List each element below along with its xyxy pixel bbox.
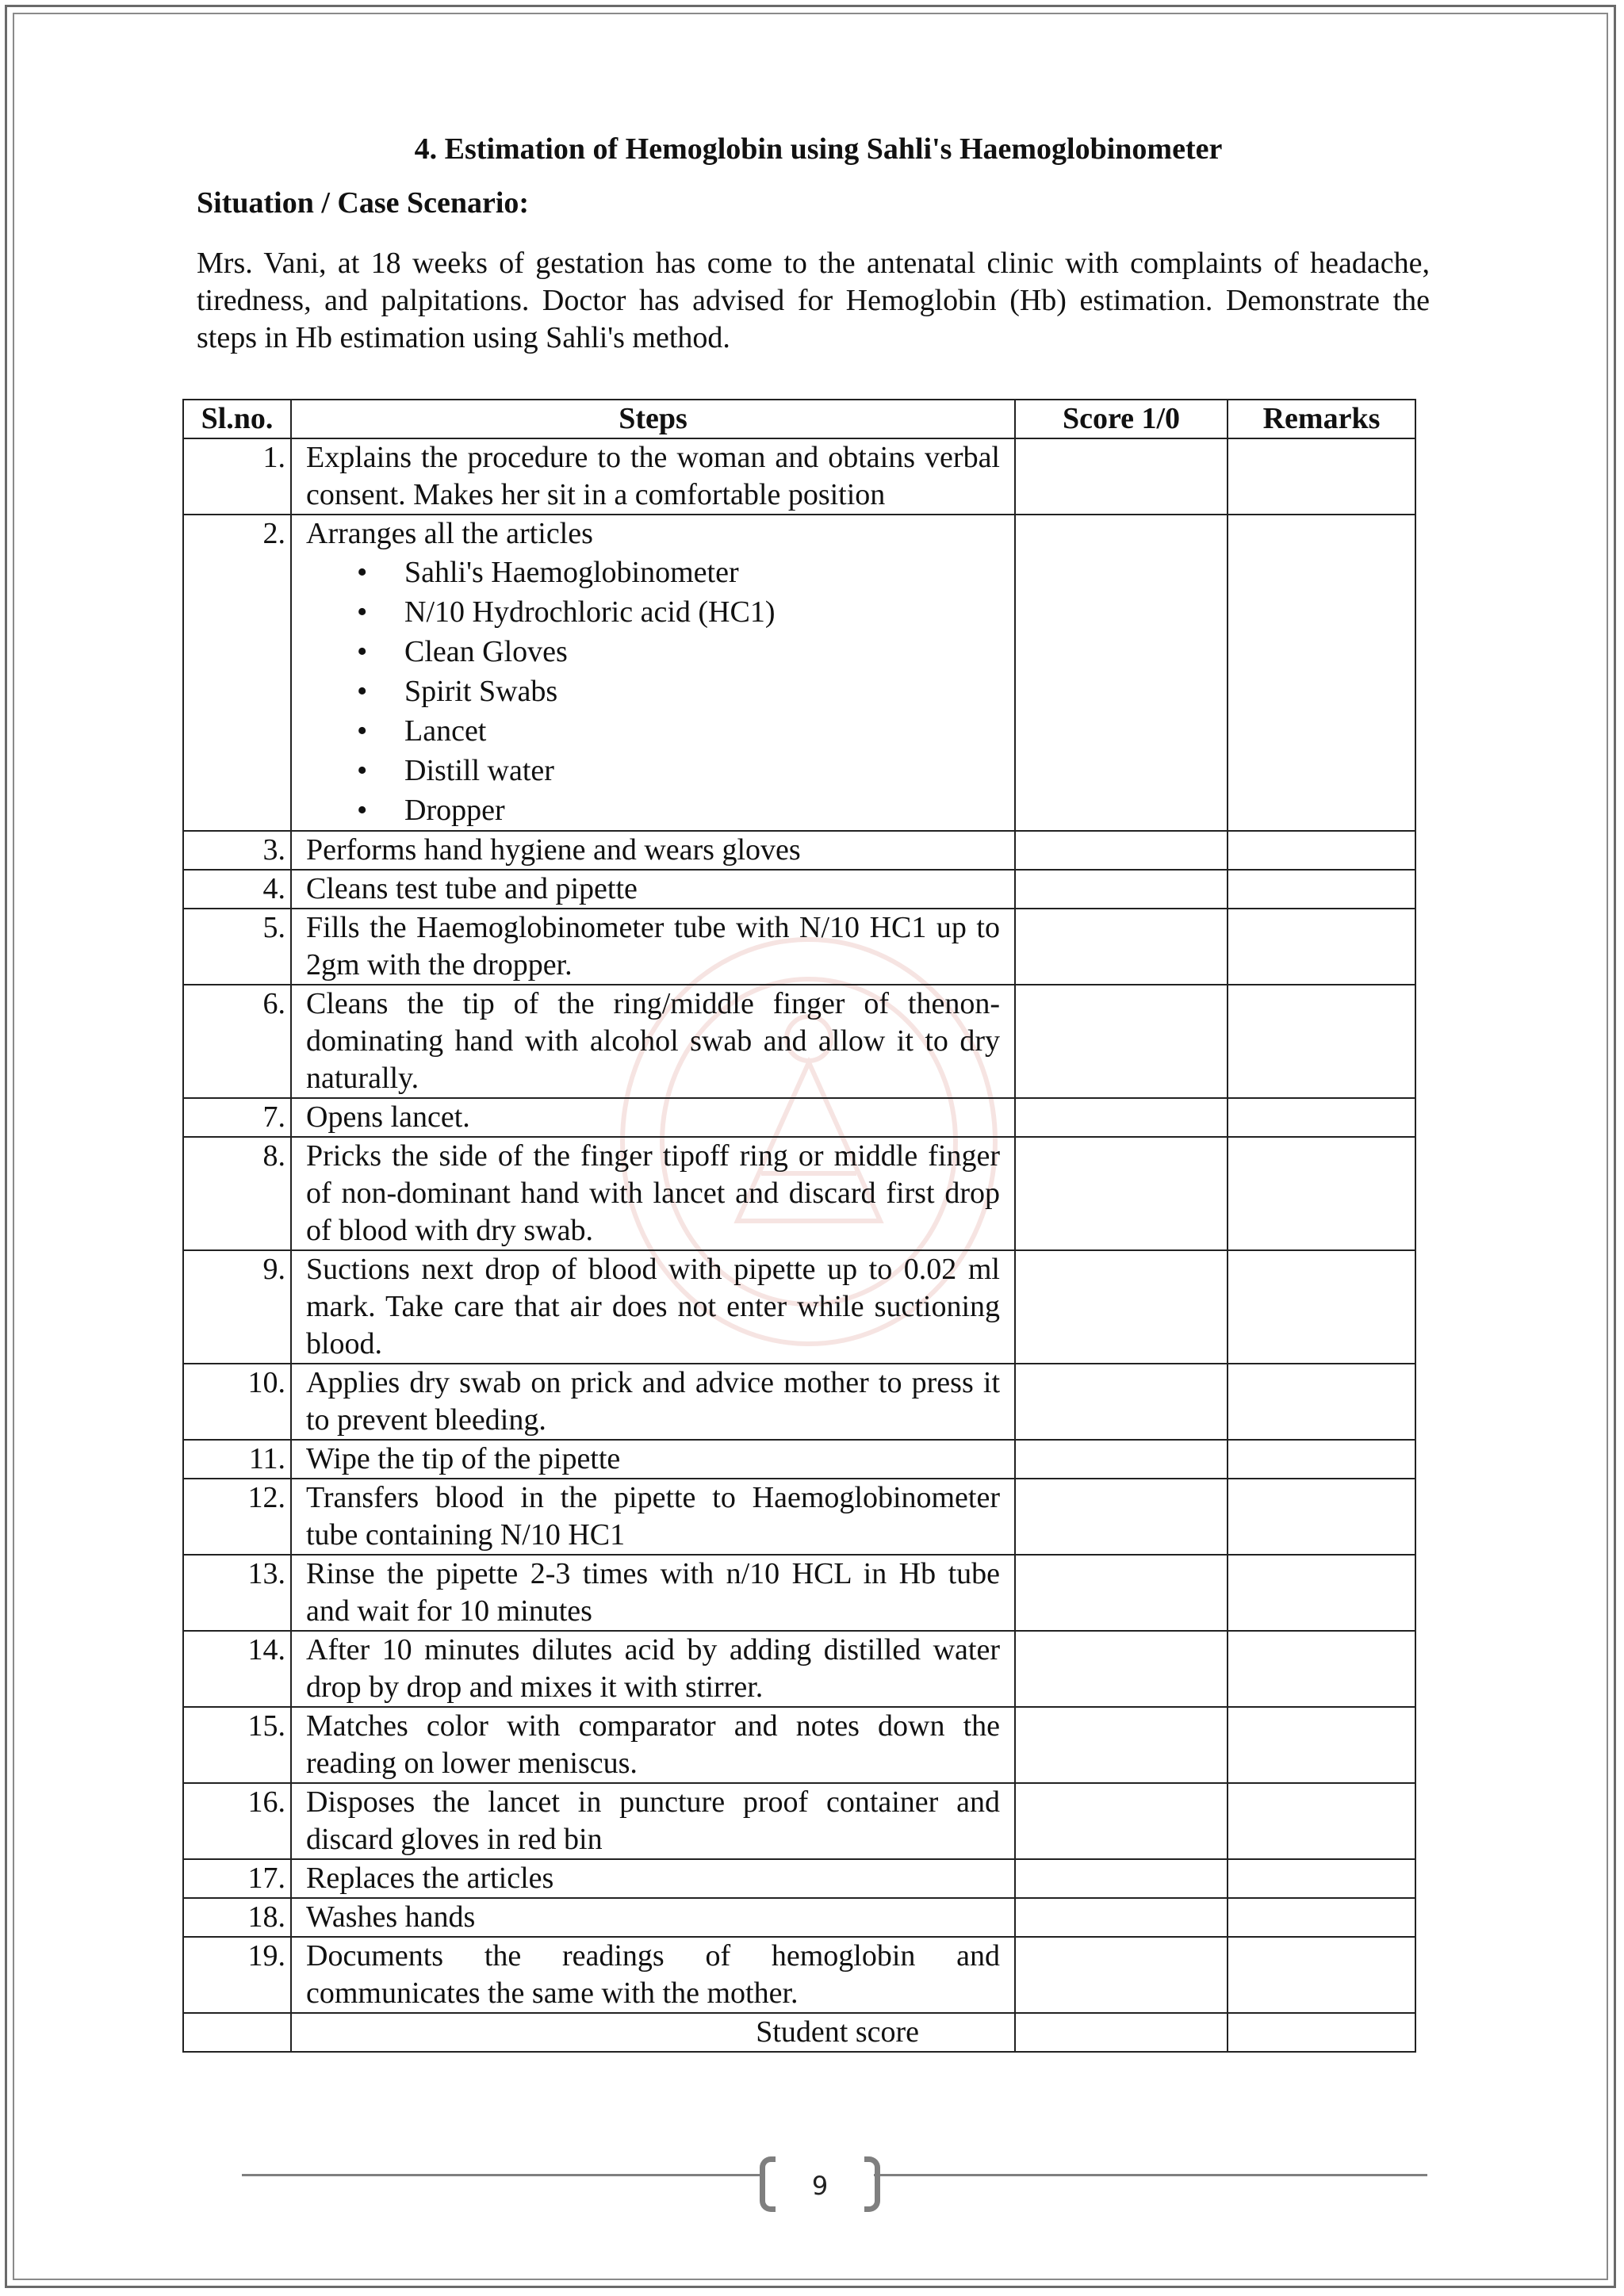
header-sl-no: Sl.no. [183, 400, 291, 438]
remarks-cell[interactable] [1228, 909, 1415, 985]
page-number-bracket-left [760, 2156, 776, 2212]
total-row [183, 2013, 1415, 2052]
remarks-cell[interactable] [1228, 1631, 1415, 1707]
header-steps: Steps [291, 400, 1015, 438]
table-row [183, 1631, 1415, 1707]
table-row [183, 1137, 1415, 1250]
table-row [183, 1479, 1415, 1555]
score-cell[interactable] [1015, 1250, 1228, 1364]
student-score-label: Student score [291, 2013, 1015, 2052]
row-step-text: Cleans the tip of the ring/middle finger of thenon-dominating hand with alcohol swab and allow it to dry naturally. [291, 985, 1015, 1098]
score-cell[interactable] [1015, 1707, 1228, 1783]
score-cell[interactable] [1015, 985, 1228, 1098]
table-row [183, 1859, 1415, 1898]
row-step-text: Explains the procedure to the woman and obtains verbal consent. Makes her sit in a comfortable position [291, 438, 1015, 515]
row-number: 19. [183, 1937, 291, 2013]
row-step-text: Fills the Haemoglobinometer tube with N/10 HC1 up to 2gm with the dropper. [291, 909, 1015, 985]
section-heading: Situation / Case Scenario: [197, 186, 530, 220]
row-step-text: Wipe the tip of the pipette [291, 1440, 1015, 1479]
row-step-text: Replaces the articles [291, 1859, 1015, 1898]
row-step-text: Rinse the pipette 2-3 times with n/10 HCL in Hb tube and wait for 10 minutes [291, 1555, 1015, 1631]
row-number: 4. [183, 870, 291, 909]
remarks-cell[interactable] [1228, 1937, 1415, 2013]
row-number: 15. [183, 1707, 291, 1783]
table-row [183, 1898, 1415, 1937]
list-item: • Sahli's Haemoglobinometer [404, 553, 1000, 592]
score-cell[interactable] [1015, 1937, 1228, 2013]
row-number: 11. [183, 1440, 291, 1479]
total-row-number-cell [183, 2013, 291, 2052]
remarks-cell[interactable] [1228, 1707, 1415, 1783]
score-cell[interactable] [1015, 1783, 1228, 1859]
row-number: 6. [183, 985, 291, 1098]
row-step-text: Documents the readings of hemoglobin and communicates the same with the mother. [291, 1937, 1015, 2013]
footer-rule-right [874, 2174, 1427, 2176]
row-step-text: Cleans test tube and pipette [291, 870, 1015, 909]
score-cell[interactable] [1015, 1555, 1228, 1631]
table-row [183, 1783, 1415, 1859]
score-cell[interactable] [1015, 1137, 1228, 1250]
remarks-cell[interactable] [1228, 515, 1415, 831]
row-number: 9. [183, 1250, 291, 1364]
articles-list [306, 553, 1000, 830]
row-number: 7. [183, 1098, 291, 1137]
list-item: • Spirit Swabs [404, 672, 1000, 711]
row-number: 2. [183, 515, 291, 831]
page-number: 9 [811, 2171, 829, 2201]
page-title: 4. Estimation of Hemoglobin using Sahli's Haemoglobinometer [414, 132, 1223, 166]
footer-rule-left [242, 2174, 761, 2176]
table-header-row [183, 400, 1415, 438]
score-cell[interactable] [1015, 1364, 1228, 1440]
table-row [183, 1555, 1415, 1631]
table-row [183, 1440, 1415, 1479]
student-remarks-cell[interactable] [1228, 2013, 1415, 2052]
score-cell[interactable] [1015, 1479, 1228, 1555]
remarks-cell[interactable] [1228, 1098, 1415, 1137]
score-cell[interactable] [1015, 1440, 1228, 1479]
row-number: 17. [183, 1859, 291, 1898]
list-item: • Clean Gloves [404, 632, 1000, 672]
score-cell[interactable] [1015, 1631, 1228, 1707]
row-number: 16. [183, 1783, 291, 1859]
row-number: 14. [183, 1631, 291, 1707]
table-row [183, 1098, 1415, 1137]
remarks-cell[interactable] [1228, 831, 1415, 870]
row-number: 13. [183, 1555, 291, 1631]
row-number: 3. [183, 831, 291, 870]
table-row [183, 831, 1415, 870]
remarks-cell[interactable] [1228, 1250, 1415, 1364]
row-number: 1. [183, 438, 291, 515]
list-item: • Dropper [404, 790, 1000, 830]
score-cell[interactable] [1015, 1859, 1228, 1898]
table-row [183, 870, 1415, 909]
remarks-cell[interactable] [1228, 870, 1415, 909]
case-scenario-paragraph: Mrs. Vani, at 18 weeks of gestation has come to the antenatal clinic with complaints of headache, tiredness, and palpitations. Doctor has advised for Hemoglobin (Hb) estimation. Demonstrate the steps in Hb estimation using Sahli's method. [197, 247, 1430, 354]
row-number: 18. [183, 1898, 291, 1937]
row-step-text: Washes hands [291, 1898, 1015, 1937]
row-step-text: Disposes the lancet in puncture proof container and discard gloves in red bin [291, 1783, 1015, 1859]
table-row [183, 1707, 1415, 1783]
remarks-cell[interactable] [1228, 1555, 1415, 1631]
remarks-cell[interactable] [1228, 1783, 1415, 1859]
header-remarks: Remarks [1228, 400, 1415, 438]
table-row [183, 1250, 1415, 1364]
table-row [183, 1937, 1415, 2013]
row-step-text: Opens lancet. [291, 1098, 1015, 1137]
student-score-cell[interactable] [1015, 2013, 1228, 2052]
score-cell[interactable] [1015, 1898, 1228, 1937]
remarks-cell[interactable] [1228, 1859, 1415, 1898]
row-step-text: Matches color with comparator and notes down the reading on lower meniscus. [291, 1707, 1015, 1783]
row-step-text: Transfers blood in the pipette to Haemoglobinometer tube containing N/10 HC1 [291, 1479, 1015, 1555]
row-step-cell [291, 515, 1015, 831]
score-cell[interactable] [1015, 831, 1228, 870]
score-cell[interactable] [1015, 909, 1228, 985]
remarks-cell[interactable] [1228, 1479, 1415, 1555]
row-step-text: Suctions next drop of blood with pipette up to 0.02 ml mark. Take care that air does not enter while suctioning blood. [291, 1250, 1015, 1364]
remarks-cell[interactable] [1228, 1364, 1415, 1440]
row-step-text: After 10 minutes dilutes acid by adding distilled water drop by drop and mixes it with stirrer. [291, 1631, 1015, 1707]
remarks-cell[interactable] [1228, 438, 1415, 515]
row-number: 8. [183, 1137, 291, 1250]
row-number: 12. [183, 1479, 291, 1555]
table-row [183, 515, 1415, 831]
table-row [183, 909, 1415, 985]
score-cell[interactable] [1015, 1098, 1228, 1137]
row-step-text: Pricks the side of the finger tipoff ring or middle finger of non-dominant hand with lancet and discard first drop of blood with dry swab. [291, 1137, 1015, 1250]
table-row [183, 1364, 1415, 1440]
checklist-table [182, 399, 1416, 2053]
page-number-bracket-right [864, 2156, 880, 2212]
list-item: • Lancet [404, 711, 1000, 751]
row-step-text: Arranges all the articles [306, 517, 593, 550]
row-step-text: Applies dry swab on prick and advice mother to press it to prevent bleeding. [291, 1364, 1015, 1440]
score-cell[interactable] [1015, 515, 1228, 831]
header-score: Score 1/0 [1015, 400, 1228, 438]
remarks-cell[interactable] [1228, 985, 1415, 1098]
row-step-text: Performs hand hygiene and wears gloves [291, 831, 1015, 870]
remarks-cell[interactable] [1228, 1440, 1415, 1479]
list-item: • N/10 Hydrochloric acid (HC1) [404, 592, 1000, 632]
table-row [183, 985, 1415, 1098]
table-row [183, 438, 1415, 515]
remarks-cell[interactable] [1228, 1898, 1415, 1937]
row-number: 10. [183, 1364, 291, 1440]
score-cell[interactable] [1015, 438, 1228, 515]
remarks-cell[interactable] [1228, 1137, 1415, 1250]
row-number: 5. [183, 909, 291, 985]
list-item: • Distill water [404, 751, 1000, 790]
score-cell[interactable] [1015, 870, 1228, 909]
